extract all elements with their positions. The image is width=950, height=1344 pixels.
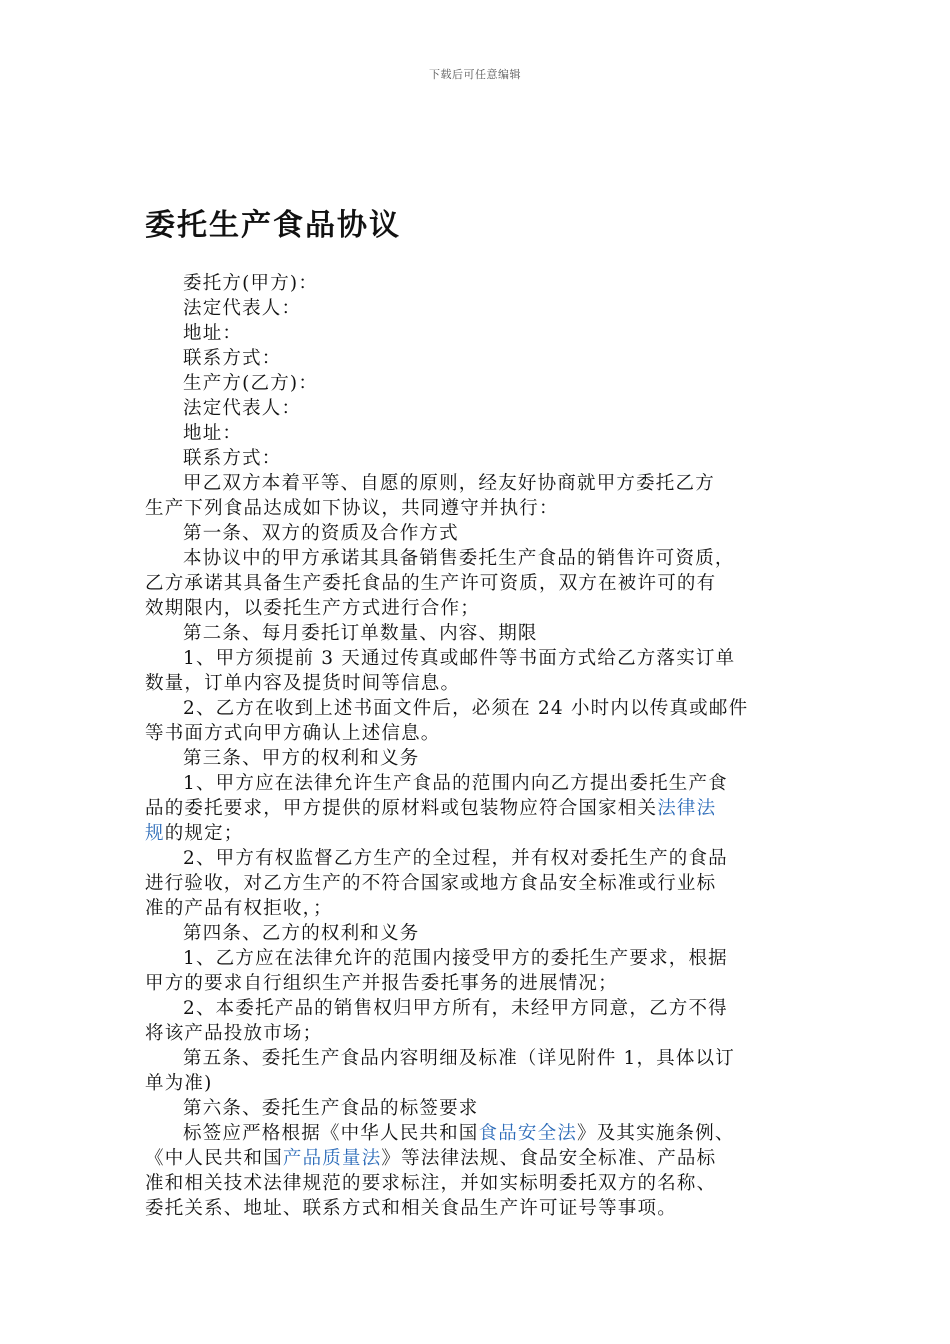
page-header-note: 下载后可任意编辑 <box>429 68 521 81</box>
article-3-clause-2: 准的产品有权拒收，； <box>145 898 333 919</box>
article-6-text: 》等法律法规、食品安全标准、产品标 <box>381 1148 717 1169</box>
article-4-clause-1: 甲方的要求自行组织生产并报告委托事务的进展情况； <box>145 973 618 994</box>
article-1-line: 本协议中的甲方承诺其具备销售委托生产食品的销售许可资质， <box>183 548 735 569</box>
article-6-line <box>145 1121 805 1146</box>
article-6-line: 准和相关技术法律规范的要求标注，并如实标明委托双方的名称、 <box>145 1173 717 1194</box>
intro-line: 甲乙双方本着平等、自愿的原则，经友好协商就甲方委托乙方 <box>183 473 715 494</box>
article-5-heading: 单为准) <box>145 1073 213 1094</box>
article-1-heading: 第一条、双方的资质及合作方式 <box>183 523 459 544</box>
party-b-address: 地址： <box>183 423 243 444</box>
article-3-text: 的规定； <box>164 823 244 844</box>
article-6-heading: 第六条、委托生产食品的标签要求 <box>183 1098 479 1119</box>
intro-line: 生产下列食品达成如下协议，共同遵守并执行： <box>145 498 559 519</box>
article-6-text: 《中人民共和国 <box>145 1148 283 1169</box>
product-quality-law-link[interactable]: 产品质量法 <box>282 1148 382 1169</box>
article-1-line: 效期限内，以委托生产方式进行合作； <box>145 598 480 619</box>
law-regulation-link[interactable]: 法律法 <box>657 798 717 819</box>
party-a-label: 委托方(甲方)： <box>183 273 319 294</box>
article-4-heading: 第四条、乙方的权利和义务 <box>183 923 420 944</box>
article-6-text: 标签应严格根据《中华人民共和国 <box>183 1123 479 1144</box>
article-3-text: 品的委托要求，甲方提供的原材料或包装物应符合国家相关 <box>145 798 658 819</box>
article-6-line <box>145 1146 805 1171</box>
article-2-clause-1: 1、甲方须提前 3 天通过传真或邮件等书面方式给乙方落实订单 <box>183 648 736 669</box>
article-5-heading: 第五条、委托生产食品内容明细及标准（详见附件 1，具体以订 <box>183 1048 735 1069</box>
party-a-representative: 法定代表人： <box>183 298 302 319</box>
party-b-representative: 法定代表人： <box>183 398 302 419</box>
article-6-text: 》及其实施条例、 <box>577 1123 735 1144</box>
article-6-line: 委托关系、地址、联系方式和相关食品生产许可证号等事项。 <box>145 1198 677 1219</box>
document-title: 委托生产食品协议 <box>145 208 401 243</box>
article-4-clause-1: 1、乙方应在法律允许的范围内接受甲方的委托生产要求，根据 <box>183 948 728 969</box>
article-2-clause-2: 等书面方式向甲方确认上述信息。 <box>145 723 441 744</box>
article-3-clause-2: 2、甲方有权监督乙方生产的全过程，并有权对委托生产的食品 <box>183 848 728 869</box>
article-2-heading: 第二条、每月委托订单数量、内容、期限 <box>183 623 538 644</box>
article-3-heading: 第三条、甲方的权利和义务 <box>183 748 420 769</box>
article-2-clause-2: 2、乙方在收到上述书面文件后，必须在 24 小时内以传真或邮件 <box>183 698 749 719</box>
food-safety-law-link[interactable]: 食品安全法 <box>478 1123 578 1144</box>
document-body <box>145 271 805 1221</box>
party-b-contact: 联系方式： <box>183 448 282 469</box>
law-regulation-link[interactable]: 规 <box>145 823 165 844</box>
party-a-address: 地址： <box>183 323 243 344</box>
party-b-label: 生产方(乙方)： <box>183 373 319 394</box>
article-1-line: 乙方承诺其具备生产委托食品的生产许可资质，双方在被许可的有 <box>145 573 717 594</box>
party-a-contact: 联系方式： <box>183 348 282 369</box>
article-3-clause-1: 1、甲方应在法律允许生产食品的范围内向乙方提出委托生产食 <box>183 773 728 794</box>
article-4-clause-2: 2、本委托产品的销售权归甲方所有，未经甲方同意，乙方不得 <box>183 998 728 1019</box>
article-3-clause-2: 进行验收，对乙方生产的不符合国家或地方食品安全标准或行业标 <box>145 873 717 894</box>
article-4-clause-2: 将该产品投放市场； <box>145 1023 323 1044</box>
article-3-clause-1 <box>145 796 805 821</box>
article-2-clause-1: 数量，订单内容及提货时间等信息。 <box>145 673 461 694</box>
article-3-clause-1 <box>145 821 805 846</box>
